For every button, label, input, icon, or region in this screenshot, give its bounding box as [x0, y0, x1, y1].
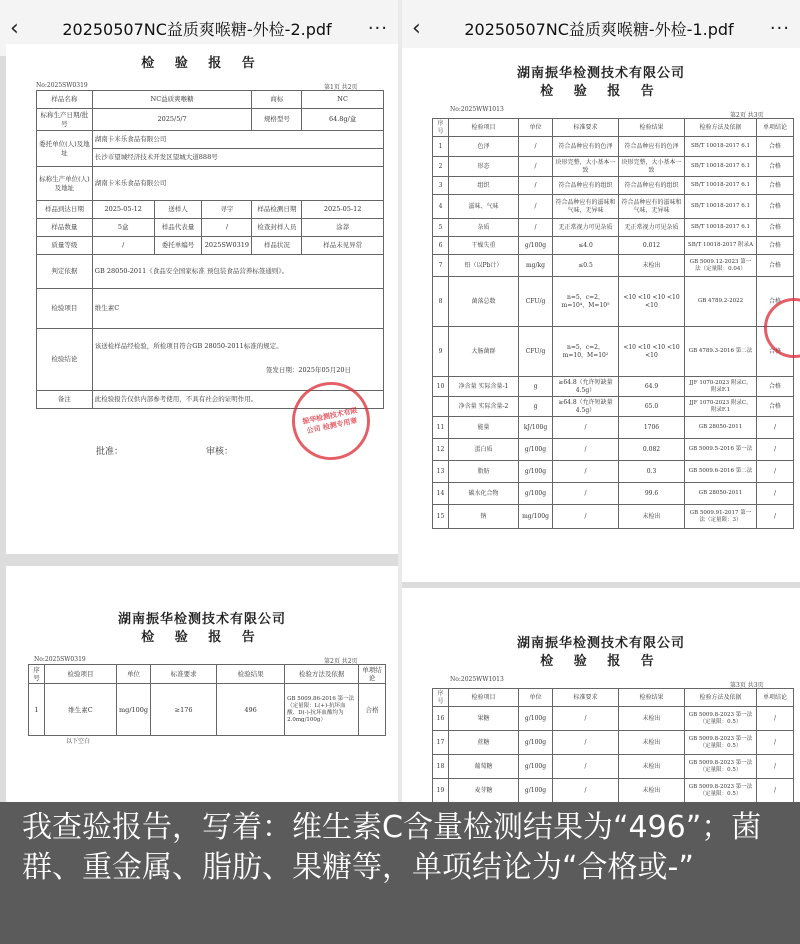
table-cell: g — [519, 397, 553, 417]
cell: 湖南卡米乐食品有限公司 — [92, 167, 383, 201]
table-cell: / — [553, 439, 619, 461]
cell: / — [92, 237, 154, 255]
table-row — [433, 237, 794, 255]
report-number: No:2025WW1013 — [450, 106, 504, 113]
cell: mg/100g — [117, 684, 151, 736]
table-row — [433, 505, 794, 529]
table-cell: 能量 — [449, 417, 519, 439]
table-row — [433, 439, 794, 461]
cell: 样品代表量 — [154, 219, 202, 237]
table-cell: 0.012 — [619, 237, 685, 255]
table-cell: 合格 — [757, 195, 794, 219]
table-row — [433, 157, 794, 177]
cell: ≥176 — [151, 684, 217, 736]
table-row — [433, 755, 794, 779]
cell: 1 — [29, 684, 45, 736]
company-name: 湖南振华检测技术有限公司 — [516, 66, 685, 81]
table-cell: 合格 — [757, 327, 794, 377]
header-cell: 检验方法及依据 — [685, 689, 757, 707]
approve-signature — [96, 444, 123, 457]
table-cell: g/100g — [519, 779, 553, 803]
cell: 规格型号 — [252, 109, 302, 131]
table-cell: 合格 — [757, 377, 794, 397]
table-cell: GB 5009.5-2016 第一法 — [685, 439, 757, 461]
table-cell: 合格 — [757, 177, 794, 195]
cell: 维生素C — [92, 289, 383, 329]
cell: 此检验报告仅供内部参考使用，不具有社会的证明作用。 — [92, 391, 383, 409]
table-cell: GB 5009.12-2023 第一法（定量限：0.04） — [685, 255, 757, 277]
table-cell: 14 — [433, 483, 449, 505]
table-cell: 19 — [433, 779, 449, 803]
table-cell: GB 5009.8-2023 第一法（定量限：0.5） — [685, 707, 757, 731]
table-cell: SB/T 10018-2017 6.1 — [685, 137, 757, 157]
report-heading: 检 验 报 告 — [141, 56, 263, 71]
stamp-text: 振华检测技术有限公司 检测专用章 — [301, 405, 359, 436]
table-cell: / — [553, 707, 619, 731]
table-cell: 未检出 — [619, 707, 685, 731]
header-cell: 单项结论 — [359, 665, 386, 684]
table-row — [433, 731, 794, 755]
cell: NC益质爽喉糖 — [92, 91, 252, 109]
table-cell: 未检出 — [619, 779, 685, 803]
table-cell: GB 4789.2-2022 — [685, 277, 757, 327]
table-cell: n=5，c=2，m=10，M=10² — [553, 327, 619, 377]
sign-date: 签发日期：2025年05月20日 — [265, 366, 351, 375]
table-cell: 符合品种应有的组织 — [619, 177, 685, 195]
table-cell: 8 — [433, 277, 449, 327]
table-cell: GB 4789.3-2016 第二法 — [685, 327, 757, 377]
cell: NC — [302, 91, 384, 109]
table-cell: SB/T 10018-2017 附录A — [685, 237, 757, 255]
cell: 样品检测日期 — [252, 201, 302, 219]
table-row — [433, 707, 794, 731]
table-row — [433, 377, 794, 397]
table-cell: 合格 — [757, 137, 794, 157]
header-cell: 标准要求 — [151, 665, 217, 684]
table-row — [433, 397, 794, 417]
table-cell: GB 5009.8-2023 第一法（定量限：0.5） — [685, 755, 757, 779]
table-cell: / — [757, 461, 794, 483]
table-cell: g/100g — [519, 461, 553, 483]
table-cell: / — [519, 137, 553, 157]
table-cell: CFU/g — [519, 327, 553, 377]
cell: 备注 — [37, 391, 93, 409]
page-indicator: 第3页 共3页 — [730, 682, 764, 689]
table-cell: / — [553, 417, 619, 439]
table-row — [433, 461, 794, 483]
table-cell: / — [757, 483, 794, 505]
table-cell: / — [757, 779, 794, 803]
company-name: 湖南振华检测技术有限公司 — [117, 612, 286, 627]
table-cell: 5 — [433, 219, 449, 237]
header-cell: 单位 — [117, 665, 151, 684]
table-cell: GB 5009.8-2023 第一法（定量限：0.5） — [685, 779, 757, 803]
table-cell: 4 — [433, 195, 449, 219]
table-cell: 未检出 — [619, 731, 685, 755]
cell: 标称生产单位(人)及地址 — [37, 167, 93, 201]
table-cell: 色泽 — [449, 137, 519, 157]
table-cell: 10 — [433, 377, 449, 397]
table-cell: 钠 — [449, 505, 519, 529]
table-cell: ≥64.8（允许短缺量4.5g） — [553, 397, 619, 417]
back-arrow-icon[interactable]: ‹ — [10, 15, 19, 41]
cell: 2025/5/7 — [92, 109, 252, 131]
table-cell: 合格 — [757, 157, 794, 177]
table-cell: 合格 — [757, 277, 794, 327]
table-cell: 蔗糖 — [449, 731, 519, 755]
table-cell: 铅（以Pb计） — [449, 255, 519, 277]
vitamin-c-result-cell: 496 — [217, 684, 285, 736]
table-cell: / — [553, 779, 619, 803]
table-cell: 9 — [433, 327, 449, 377]
cell: 2025SW0319 — [202, 237, 252, 255]
table-cell: / — [553, 731, 619, 755]
table-cell: 64.9 — [619, 377, 685, 397]
table-cell: mg/100g — [519, 505, 553, 529]
table-cell: GB 28050-2011 — [685, 417, 757, 439]
table-cell: 合格 — [757, 237, 794, 255]
table-cell: g/100g — [519, 731, 553, 755]
table-cell: 净含量 实际含量-2 — [449, 397, 519, 417]
table-cell: 大肠菌群 — [449, 327, 519, 377]
cell: 商标 — [252, 91, 302, 109]
table-cell: g/100g — [519, 439, 553, 461]
table-cell: g — [519, 377, 553, 397]
more-options-icon[interactable]: ··· — [367, 17, 388, 39]
review-label: 审核： — [206, 447, 234, 457]
blank-below-note: 以下空白 — [66, 738, 91, 745]
table-cell: 蛋白质 — [449, 439, 519, 461]
table-cell: / — [757, 417, 794, 439]
table-cell: g/100g — [519, 483, 553, 505]
table-row — [433, 255, 794, 277]
header-cell: 序号 — [433, 119, 449, 137]
header-cell: 标准要求 — [553, 119, 619, 137]
table-cell: 13 — [433, 461, 449, 483]
table-cell: 符合品种应有的色泽 — [553, 137, 619, 157]
header-cell: 单项结论 — [757, 689, 794, 707]
table-cell: SB/T 10018-2017 6.1 — [685, 157, 757, 177]
back-arrow-icon[interactable]: ‹ — [412, 15, 421, 41]
table-cell: GB 28050-2011 — [685, 483, 757, 505]
header-cell: 标准要求 — [553, 689, 619, 707]
table-row — [433, 177, 794, 195]
more-options-icon[interactable]: ··· — [769, 17, 790, 39]
sugar-results-table — [432, 688, 794, 802]
table-row — [433, 417, 794, 439]
cell: 质量等级 — [37, 237, 93, 255]
header-cell: 检验结果 — [619, 119, 685, 137]
cell: 2025-05-12 — [92, 201, 154, 219]
table-cell — [433, 397, 449, 417]
table-cell: / — [553, 461, 619, 483]
cell: 5盒 — [92, 219, 154, 237]
table-cell: 未检出 — [619, 255, 685, 277]
table-cell: GB 5009.6-2016 第二法 — [685, 461, 757, 483]
table-cell: GB 5009.91-2017 第一法（定量限：3） — [685, 505, 757, 529]
cell: 委托单编号 — [154, 237, 202, 255]
report-heading: 检 验 报 告 — [141, 630, 263, 645]
page-indicator: 第1页 共2页 — [324, 84, 358, 91]
page-indicator: 第2页 共2页 — [324, 658, 358, 665]
left-report-page-2 — [6, 566, 398, 802]
table-cell: / — [553, 755, 619, 779]
table-cell: 符合品种应有的色泽 — [619, 137, 685, 157]
table-cell: 15 — [433, 505, 449, 529]
table-row — [433, 219, 794, 237]
header-cell: 检验方法及依据 — [685, 119, 757, 137]
report-number: No:2025SW0319 — [36, 82, 88, 89]
header-cell: 单位 — [519, 689, 553, 707]
table-cell: ≤4.0 — [553, 237, 619, 255]
table-cell: 12 — [433, 439, 449, 461]
table-cell: n=5，c=2，m=10⁴，M=10⁵ — [553, 277, 619, 327]
cell: 检验结论 — [37, 329, 93, 391]
test-results-table — [432, 118, 794, 529]
table-cell: 3 — [433, 177, 449, 195]
table-row — [433, 277, 794, 327]
table-cell: mg/kg — [519, 255, 553, 277]
header-cell: 序号 — [29, 665, 45, 684]
header-cell: 检验项目 — [449, 689, 519, 707]
table-cell: JJF 1070-2023 附录C，附录F.1 — [685, 397, 757, 417]
table-cell: SB/T 10018-2017 6.1 — [685, 219, 757, 237]
table-cell: 葡萄糖 — [449, 755, 519, 779]
cell: 样品名称 — [37, 91, 93, 109]
table-cell: 1706 — [619, 417, 685, 439]
table-cell: 0.3 — [619, 461, 685, 483]
conclusion-text: 该送检样品经检验，所检项目符合GB 28050-2011标准的规定。 — [94, 342, 283, 350]
cell: 长沙市望城经济技术开发区望城大道888号 — [92, 149, 383, 167]
table-cell: / — [757, 505, 794, 529]
table-cell: 杂质 — [449, 219, 519, 237]
cell: 2025-05-12 — [302, 201, 384, 219]
sample-info-table — [36, 90, 384, 409]
header-cell: 检验项目 — [449, 119, 519, 137]
header-cell: 检验结果 — [619, 689, 685, 707]
vitamin-c-result-table — [28, 664, 386, 736]
right-report-page-3 — [402, 588, 800, 802]
cell: 64.8g/盒 — [302, 109, 384, 131]
table-cell: g/100g — [519, 755, 553, 779]
table-row — [433, 195, 794, 219]
table-cell: 符合品种应有的滋味和气味，无异味 — [619, 195, 685, 219]
table-cell: 无正常视力可见杂质 — [553, 219, 619, 237]
table-row — [433, 779, 794, 803]
company-name: 湖南振华检测技术有限公司 — [516, 636, 685, 651]
table-cell: 1 — [433, 137, 449, 157]
table-cell: 形态 — [449, 157, 519, 177]
table-cell: ≤0.5 — [553, 255, 619, 277]
conclusion-cell — [92, 329, 383, 391]
cell: 检查封样人员 — [252, 219, 302, 237]
header-cell: 检验方法及依据 — [285, 665, 359, 684]
cell: 样品到达日期 — [37, 201, 93, 219]
review-signature — [206, 444, 233, 457]
table-cell: g/100g — [519, 707, 553, 731]
header-cell: 单位 — [519, 119, 553, 137]
table-cell: 干燥失重 — [449, 237, 519, 255]
table-cell: kJ/100g — [519, 417, 553, 439]
table-cell: 碳水化合物 — [449, 483, 519, 505]
cell: 维生素C — [45, 684, 117, 736]
page-indicator: 第2页 共3页 — [730, 112, 764, 119]
cell: 送样人 — [154, 201, 202, 219]
report-heading: 检 验 报 告 — [540, 654, 662, 669]
table-row — [433, 327, 794, 377]
table-cell: 块形完整，大小基本一致 — [619, 157, 685, 177]
cell: GB 28050-2011《食品安全国家标准 预包装食品营养标签通则》。 — [92, 255, 383, 289]
table-cell: 合格 — [757, 255, 794, 277]
table-cell: 6 — [433, 237, 449, 255]
table-cell: 麦芽糖 — [449, 779, 519, 803]
table-cell: 16 — [433, 707, 449, 731]
table-cell: 滋味、气味 — [449, 195, 519, 219]
left-file-title: 20250507NC益质爽喉糖-外检-2.pdf — [62, 19, 332, 39]
table-cell: g/100g — [519, 237, 553, 255]
table-cell: 合格 — [757, 397, 794, 417]
table-cell: 0.082 — [619, 439, 685, 461]
table-cell: 合格 — [757, 219, 794, 237]
left-report-page-1 — [6, 44, 398, 554]
table-cell: SB/T 10018-2017 6.1 — [685, 177, 757, 195]
header-cell: 检验项目 — [45, 665, 117, 684]
table-cell: / — [757, 439, 794, 461]
table-cell: 组织 — [449, 177, 519, 195]
table-cell: 脂肪 — [449, 461, 519, 483]
table-cell: SB/T 10018-2017 6.1 — [685, 195, 757, 219]
cell: 样品状况 — [252, 237, 302, 255]
table-cell: 果糖 — [449, 707, 519, 731]
table-cell: / — [553, 483, 619, 505]
table-cell: / — [519, 157, 553, 177]
header-cell: 单项结论 — [757, 119, 794, 137]
cell: / — [202, 219, 252, 237]
report-number: No:2025SW0319 — [34, 656, 86, 663]
table-cell: CFU/g — [519, 277, 553, 327]
table-cell: 99.6 — [619, 483, 685, 505]
table-cell: 净含量 实际含量-1 — [449, 377, 519, 397]
header-cell: 序号 — [433, 689, 449, 707]
table-cell: 2 — [433, 157, 449, 177]
cell: 合格 — [359, 684, 386, 736]
cell: 湖南卡米乐食品有限公司 — [92, 131, 383, 149]
table-cell: / — [519, 195, 553, 219]
table-cell: / — [757, 755, 794, 779]
cell: 样品数量 — [37, 219, 93, 237]
table-cell: <10 <10 <10 <10 <10 — [619, 327, 685, 377]
cell: 寻宇 — [202, 201, 252, 219]
cell: 标称生产日期/批号 — [37, 109, 93, 131]
table-cell: 无正常视力可见杂质 — [619, 219, 685, 237]
table-cell: ≥64.8（允许短缺量4.5g） — [553, 377, 619, 397]
cell: 样品未见异常 — [302, 237, 384, 255]
table-cell: 符合品种应有的滋味和气味，无异味 — [553, 195, 619, 219]
table-cell: / — [519, 219, 553, 237]
caption-overlay: 我查验报告，写着：维生素C含量检测结果为“496”；菌群、重金属、脂肪、果糖等，单项结论为“合格或-” — [0, 802, 800, 944]
table-row — [433, 137, 794, 157]
table-cell: 块形完整，大小基本一致 — [553, 157, 619, 177]
table-cell: 65.0 — [619, 397, 685, 417]
table-cell: / — [553, 505, 619, 529]
table-cell: 未检出 — [619, 505, 685, 529]
table-cell: / — [757, 707, 794, 731]
table-cell: 符合品种应有的组织 — [553, 177, 619, 195]
table-cell: 18 — [433, 755, 449, 779]
table-cell: <10 <10 <10 <10 <10 — [619, 277, 685, 327]
right-report-page-2 — [402, 48, 800, 582]
report-heading: 检 验 报 告 — [540, 84, 662, 99]
table-cell: 未检出 — [619, 755, 685, 779]
table-cell: 11 — [433, 417, 449, 439]
cell: GB 5009.86-2016 第一法（定量限：L(+)-抗坏血酸、D(-)-抗坏血酸均为2.0mg/100g） — [285, 684, 359, 736]
cell: 检验项目 — [37, 289, 93, 329]
header-cell: 检验结果 — [217, 665, 285, 684]
table-cell: 菌落总数 — [449, 277, 519, 327]
cell: 判定依据 — [37, 255, 93, 289]
table-cell: 17 — [433, 731, 449, 755]
table-row — [433, 483, 794, 505]
cell: 委托单位(人)及地址 — [37, 131, 93, 167]
table-cell: JJF 1070-2023 附录C，附录F.1 — [685, 377, 757, 397]
table-cell: 7 — [433, 255, 449, 277]
report-number: No:2025WW1013 — [450, 676, 504, 683]
approve-label: 批准： — [96, 447, 124, 457]
table-cell: GB 5009.8-2023 第一法（定量限：0.5） — [685, 731, 757, 755]
table-cell: / — [757, 731, 794, 755]
table-cell: / — [519, 177, 553, 195]
right-file-title: 20250507NC益质爽喉糖-外检-1.pdf — [464, 19, 734, 39]
cell: 涂莽 — [302, 219, 384, 237]
